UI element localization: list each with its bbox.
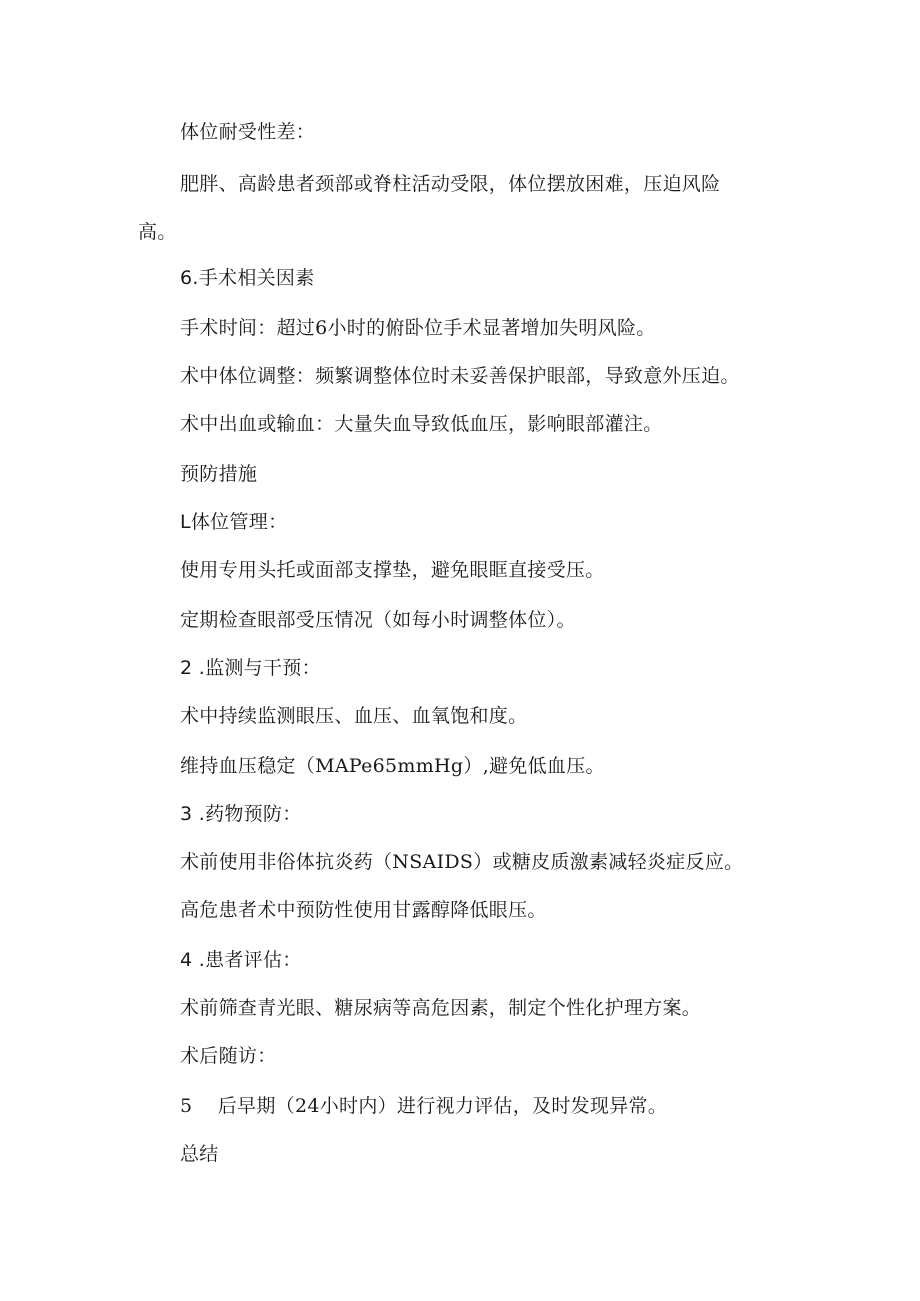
- paragraph-line: 高。: [138, 221, 177, 243]
- paragraph-line: 术前筛查青光眼、糖尿病等高危因素，制定个性化护理方案。: [180, 997, 702, 1019]
- section-heading: 总结: [180, 1143, 219, 1165]
- subsection-heading: 3 .药物预防：: [180, 803, 302, 825]
- paragraph-line: 术前使用非俗体抗炎药（NSAIDS）或糖皮质激素减轻炎症反应。: [180, 851, 744, 873]
- subsection-heading: L体位管理：: [180, 511, 288, 533]
- paragraph-line: 维持血压稳定（MAPe65mmHg）,避免低血压。: [180, 755, 605, 777]
- paragraph-line: 5 后早期（24小时内）进行视力评估，及时发现异常。: [180, 1095, 668, 1117]
- paragraph-line: 高危患者术中预防性使用甘露醇降低眼压。: [180, 899, 547, 921]
- paragraph-line: 定期检查眼部受压情况（如每小时调整体位）。: [180, 609, 576, 631]
- subsection-heading: 2 .监测与干预：: [180, 657, 321, 679]
- paragraph-line: 术中出血或输血：大量失血导致低血压，影响眼部灌注。: [180, 413, 663, 435]
- paragraph-line: 体位耐受性差：: [180, 121, 316, 143]
- paragraph-line: 使用专用头托或面部支撑垫，避免眼眶直接受压。: [180, 559, 605, 581]
- paragraph-line: 术中体位调整：频繁调整体位时未妥善保护眼部，导致意外压迫。: [180, 365, 740, 387]
- section-heading: 预防措施: [180, 463, 258, 485]
- subsection-heading: 4 .患者评估：: [180, 949, 302, 971]
- paragraph-line: 肥胖、高龄患者颈部或脊柱活动受限，体位摆放困难，压迫风险: [180, 173, 721, 195]
- section-heading: 6.手术相关因素: [180, 267, 315, 289]
- paragraph-line: 手术时间：超过6小时的俯卧位手术显著增加失明风险。: [180, 317, 656, 339]
- subsection-heading: 术后随访：: [180, 1045, 277, 1067]
- paragraph-line: 术中持续监测眼压、血压、血氧饱和度。: [180, 705, 528, 727]
